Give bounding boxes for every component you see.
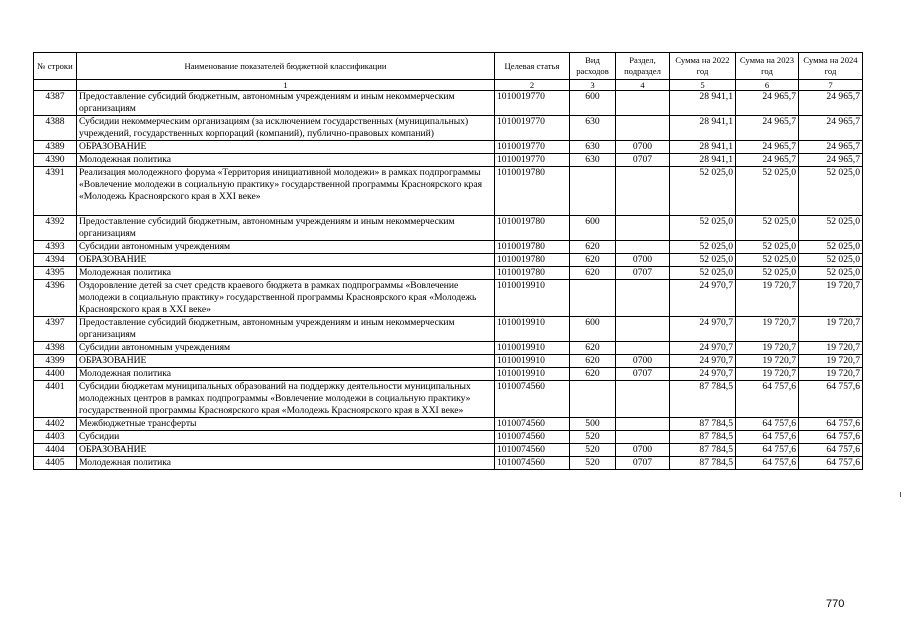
target-article-cell: 1010074560 — [495, 381, 570, 418]
row-number-cell: 4397 — [34, 317, 77, 342]
expense-type-cell: 600 — [570, 91, 616, 116]
sum-2024-cell: 52 025,0 — [799, 167, 863, 216]
target-article-cell: 1010019910 — [495, 368, 570, 381]
header-sum-2023: Сумма на 2023 год — [736, 53, 799, 80]
table-row — [34, 444, 863, 457]
row-number-cell: 4393 — [34, 241, 77, 254]
row-number-cell: 4388 — [34, 116, 77, 141]
sum-2023-cell: 52 025,0 — [736, 167, 799, 216]
column-number-row — [34, 80, 863, 91]
sum-2024-cell: 64 757,6 — [799, 431, 863, 444]
section-cell: 0707 — [616, 267, 670, 280]
table-row — [34, 241, 863, 254]
target-article-cell: 1010019770 — [495, 141, 570, 154]
indicator-name-cell: ОБРАЗОВАНИЕ — [77, 141, 495, 154]
row-number-cell: 4395 — [34, 267, 77, 280]
scan-edge-mark — [900, 492, 901, 497]
table-header — [34, 53, 863, 80]
indicator-name-cell: Молодежная политика — [77, 154, 495, 167]
sum-2024-cell: 64 757,6 — [799, 444, 863, 457]
section-cell — [616, 116, 670, 141]
target-article-cell: 1010019910 — [495, 355, 570, 368]
sum-2022-cell: 87 784,5 — [670, 431, 736, 444]
column-number: 6 — [736, 80, 799, 91]
sum-2023-cell: 64 757,6 — [736, 381, 799, 418]
column-number: 4 — [616, 80, 670, 91]
section-cell: 0707 — [616, 154, 670, 167]
sum-2022-cell: 28 941,1 — [670, 154, 736, 167]
header-expense-type: Вид расходов — [570, 53, 616, 80]
sum-2022-cell: 52 025,0 — [670, 267, 736, 280]
indicator-name-cell: Субсидии некоммерческим организациям (за исключением государственных (муниципальных) учреждений, государственных корпораций (компаний), публично-правовых компаний) — [77, 116, 495, 141]
sum-2023-cell: 52 025,0 — [736, 216, 799, 241]
indicator-name-cell: ОБРАЗОВАНИЕ — [77, 254, 495, 267]
expense-type-cell: 630 — [570, 116, 616, 141]
sum-2023-cell: 64 757,6 — [736, 457, 799, 470]
expense-type-cell: 600 — [570, 216, 616, 241]
sum-2022-cell: 28 941,1 — [670, 116, 736, 141]
indicator-name-cell: Молодежная политика — [77, 368, 495, 381]
section-cell — [616, 280, 670, 317]
indicator-name-cell: Субсидии бюджетам муниципальных образований на поддержку деятельности муниципальных молодежных центров в рамках подпрограммы «Вовлечение молодежи в социальную практику» государственной программы Красноярского края «Молодежь Красноярского края в XXI веке» — [77, 381, 495, 418]
indicator-name-cell: Межбюджетные трансферты — [77, 418, 495, 431]
sum-2024-cell: 64 757,6 — [799, 418, 863, 431]
target-article-cell: 1010019770 — [495, 116, 570, 141]
expense-type-cell: 630 — [570, 154, 616, 167]
budget-table — [33, 52, 863, 470]
sum-2023-cell: 52 025,0 — [736, 267, 799, 280]
sum-2024-cell: 52 025,0 — [799, 241, 863, 254]
row-number-cell: 4402 — [34, 418, 77, 431]
row-number-cell: 4394 — [34, 254, 77, 267]
section-cell — [616, 241, 670, 254]
column-number: 3 — [570, 80, 616, 91]
sum-2023-cell: 19 720,7 — [736, 342, 799, 355]
sum-2024-cell: 64 757,6 — [799, 381, 863, 418]
expense-type-cell: 620 — [570, 342, 616, 355]
section-cell — [616, 342, 670, 355]
expense-type-cell — [570, 280, 616, 317]
sum-2022-cell: 24 970,7 — [670, 342, 736, 355]
sum-2022-cell: 24 970,7 — [670, 355, 736, 368]
sum-2023-cell: 52 025,0 — [736, 254, 799, 267]
target-article-cell: 1010074560 — [495, 457, 570, 470]
expense-type-cell: 600 — [570, 317, 616, 342]
row-number-cell: 4403 — [34, 431, 77, 444]
sum-2023-cell: 19 720,7 — [736, 280, 799, 317]
column-number: 5 — [670, 80, 736, 91]
section-cell: 0700 — [616, 444, 670, 457]
indicator-name-cell: ОБРАЗОВАНИЕ — [77, 355, 495, 368]
sum-2023-cell: 19 720,7 — [736, 355, 799, 368]
header-sum-2024: Сумма на 2024 год — [799, 53, 863, 80]
section-cell — [616, 431, 670, 444]
table-row — [34, 141, 863, 154]
table-row — [34, 355, 863, 368]
header-sum-2022: Сумма на 2022 год — [670, 53, 736, 80]
table-row — [34, 116, 863, 141]
target-article-cell: 1010074560 — [495, 444, 570, 457]
table-row — [34, 216, 863, 241]
sum-2023-cell: 19 720,7 — [736, 317, 799, 342]
target-article-cell: 1010019780 — [495, 267, 570, 280]
target-article-cell: 1010019910 — [495, 280, 570, 317]
target-article-cell: 1010019780 — [495, 216, 570, 241]
header-row-number: № строки — [34, 53, 77, 80]
section-cell: 0700 — [616, 141, 670, 154]
target-article-cell: 1010019780 — [495, 167, 570, 216]
sum-2023-cell: 64 757,6 — [736, 444, 799, 457]
expense-type-cell — [570, 167, 616, 216]
table-row — [34, 381, 863, 418]
page-number: 770 — [826, 598, 845, 610]
sum-2022-cell: 28 941,1 — [670, 141, 736, 154]
column-number: 1 — [77, 80, 495, 91]
section-cell — [616, 381, 670, 418]
expense-type-cell: 500 — [570, 418, 616, 431]
section-cell: 0700 — [616, 355, 670, 368]
row-number-cell: 4398 — [34, 342, 77, 355]
table-row — [34, 154, 863, 167]
expense-type-cell: 520 — [570, 431, 616, 444]
expense-type-cell: 620 — [570, 267, 616, 280]
sum-2022-cell: 52 025,0 — [670, 254, 736, 267]
sum-2024-cell: 24 965,7 — [799, 91, 863, 116]
indicator-name-cell: Субсидии — [77, 431, 495, 444]
expense-type-cell: 630 — [570, 141, 616, 154]
table-row — [34, 280, 863, 317]
indicator-name-cell: Молодежная политика — [77, 267, 495, 280]
row-number-cell: 4390 — [34, 154, 77, 167]
target-article-cell: 1010019780 — [495, 241, 570, 254]
target-article-cell: 1010019770 — [495, 91, 570, 116]
table-row — [34, 91, 863, 116]
section-cell: 0707 — [616, 457, 670, 470]
sum-2024-cell: 19 720,7 — [799, 280, 863, 317]
row-number-cell: 4396 — [34, 280, 77, 317]
sum-2024-cell: 19 720,7 — [799, 355, 863, 368]
expense-type-cell: 620 — [570, 241, 616, 254]
section-cell: 0700 — [616, 254, 670, 267]
sum-2022-cell: 87 784,5 — [670, 457, 736, 470]
row-number-cell: 4405 — [34, 457, 77, 470]
indicator-name-cell: Молодежная политика — [77, 457, 495, 470]
sum-2023-cell: 24 965,7 — [736, 154, 799, 167]
section-cell — [616, 418, 670, 431]
target-article-cell: 1010074560 — [495, 431, 570, 444]
column-number: 7 — [799, 80, 863, 91]
target-article-cell: 1010019910 — [495, 317, 570, 342]
table-row — [34, 342, 863, 355]
indicator-name-cell: Оздоровление детей за счет средств краевого бюджета в рамках подпрограммы «Вовлечение молодежи в социальную практику» государственной программы Красноярского края «Молодежь Красноярского края в XXI веке» — [77, 280, 495, 317]
sum-2022-cell: 24 970,7 — [670, 368, 736, 381]
sum-2023-cell: 52 025,0 — [736, 241, 799, 254]
table-row — [34, 368, 863, 381]
sum-2022-cell: 87 784,5 — [670, 418, 736, 431]
sum-2024-cell: 19 720,7 — [799, 342, 863, 355]
sum-2024-cell: 19 720,7 — [799, 317, 863, 342]
indicator-name-cell: Предоставление субсидий бюджетным, автономным учреждениям и иным некоммерческим организациям — [77, 91, 495, 116]
row-number-cell: 4401 — [34, 381, 77, 418]
sum-2024-cell: 19 720,7 — [799, 368, 863, 381]
target-article-cell: 1010074560 — [495, 418, 570, 431]
expense-type-cell: 520 — [570, 457, 616, 470]
table-row — [34, 267, 863, 280]
sum-2024-cell: 24 965,7 — [799, 116, 863, 141]
row-number-cell: 4392 — [34, 216, 77, 241]
section-cell — [616, 216, 670, 241]
sum-2023-cell: 24 965,7 — [736, 91, 799, 116]
sum-2022-cell: 87 784,5 — [670, 444, 736, 457]
sum-2022-cell: 28 941,1 — [670, 91, 736, 116]
section-cell: 0707 — [616, 368, 670, 381]
sum-2024-cell: 52 025,0 — [799, 216, 863, 241]
sum-2023-cell: 64 757,6 — [736, 431, 799, 444]
section-cell — [616, 91, 670, 116]
sum-2022-cell: 87 784,5 — [670, 381, 736, 418]
table-row — [34, 254, 863, 267]
target-article-cell: 1010019910 — [495, 342, 570, 355]
expense-type-cell: 620 — [570, 355, 616, 368]
sum-2022-cell: 24 970,7 — [670, 317, 736, 342]
header-target-article: Целевая статья — [495, 53, 570, 80]
sum-2023-cell: 24 965,7 — [736, 141, 799, 154]
section-cell — [616, 167, 670, 216]
indicator-name-cell: ОБРАЗОВАНИЕ — [77, 444, 495, 457]
sum-2024-cell: 24 965,7 — [799, 154, 863, 167]
row-number-cell: 4389 — [34, 141, 77, 154]
sum-2022-cell: 24 970,7 — [670, 280, 736, 317]
indicator-name-cell: Субсидии автономным учреждениям — [77, 241, 495, 254]
row-number-cell: 4399 — [34, 355, 77, 368]
table-row — [34, 167, 863, 216]
column-number — [34, 80, 77, 91]
table-row — [34, 317, 863, 342]
header-indicator-name: Наименование показателей бюджетной классификации — [77, 53, 495, 80]
sum-2022-cell: 52 025,0 — [670, 167, 736, 216]
row-number-cell: 4391 — [34, 167, 77, 216]
sum-2024-cell: 52 025,0 — [799, 267, 863, 280]
table-row — [34, 457, 863, 470]
indicator-name-cell: Предоставление субсидий бюджетным, автономным учреждениям и иным некоммерческим организациям — [77, 317, 495, 342]
row-number-cell: 4400 — [34, 368, 77, 381]
indicator-name-cell: Субсидии автономным учреждениям — [77, 342, 495, 355]
section-cell — [616, 317, 670, 342]
indicator-name-cell: Предоставление субсидий бюджетным, автономным учреждениям и иным некоммерческим организациям — [77, 216, 495, 241]
sum-2023-cell: 64 757,6 — [736, 418, 799, 431]
target-article-cell: 1010019770 — [495, 154, 570, 167]
sum-2024-cell: 24 965,7 — [799, 141, 863, 154]
row-number-cell: 4404 — [34, 444, 77, 457]
sum-2024-cell: 52 025,0 — [799, 254, 863, 267]
expense-type-cell — [570, 381, 616, 418]
indicator-name-cell: Реализация молодежного форума «Территория инициативной молодежи» в рамках подпрограммы «Вовлечение молодежи в социальную практику» государственной программы Красноярского края «Молодежь Красноярского края в XXI веке» — [77, 167, 495, 216]
expense-type-cell: 620 — [570, 368, 616, 381]
expense-type-cell: 520 — [570, 444, 616, 457]
sum-2023-cell: 24 965,7 — [736, 116, 799, 141]
row-number-cell: 4387 — [34, 91, 77, 116]
sum-2022-cell: 52 025,0 — [670, 216, 736, 241]
sum-2023-cell: 19 720,7 — [736, 368, 799, 381]
expense-type-cell: 620 — [570, 254, 616, 267]
table-body — [34, 80, 863, 470]
column-number: 2 — [495, 80, 570, 91]
target-article-cell: 1010019780 — [495, 254, 570, 267]
table-row — [34, 418, 863, 431]
header-section: Раздел, подраздел — [616, 53, 670, 80]
table-row — [34, 431, 863, 444]
sum-2024-cell: 64 757,6 — [799, 457, 863, 470]
sum-2022-cell: 52 025,0 — [670, 241, 736, 254]
